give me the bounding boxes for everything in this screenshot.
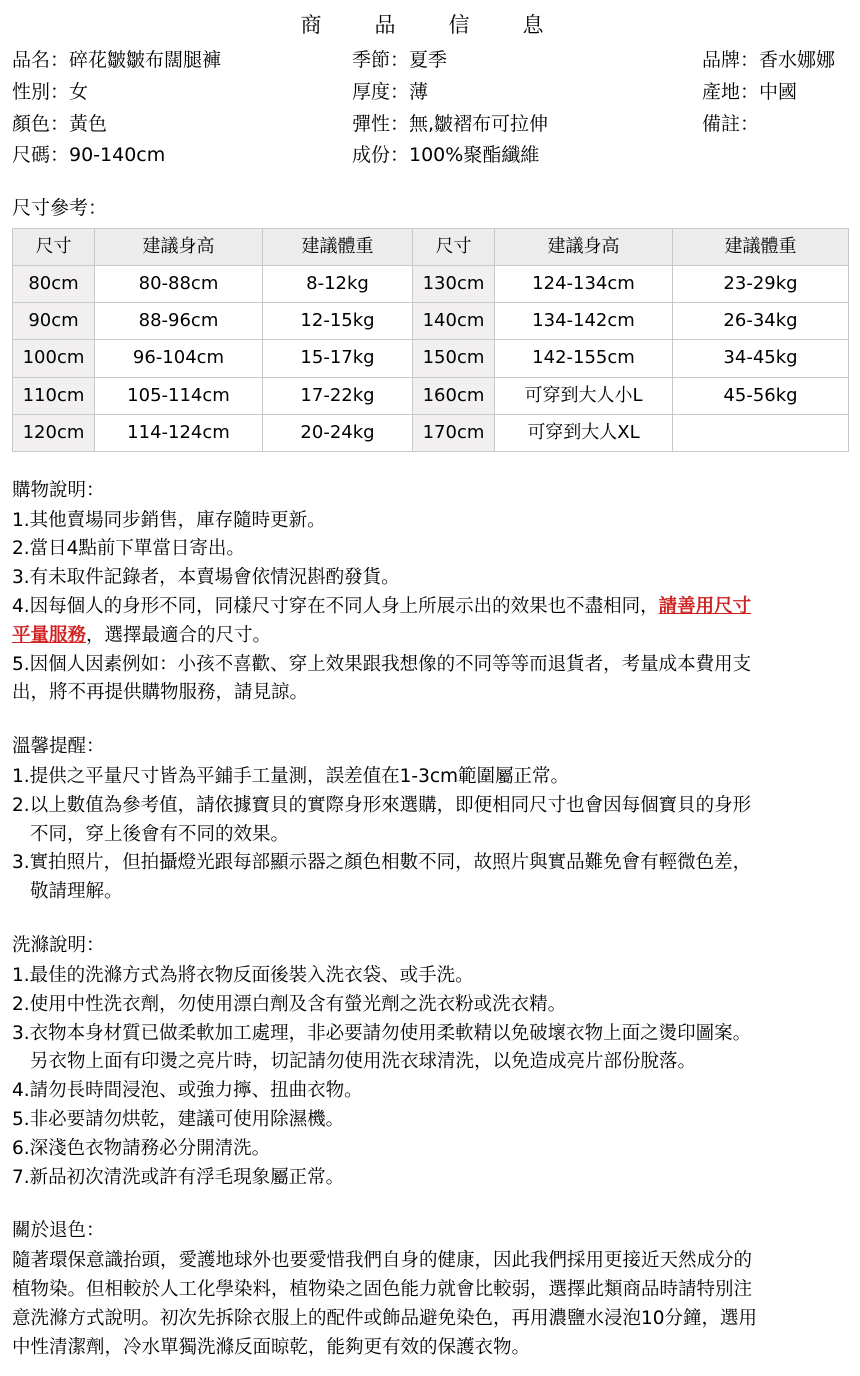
table-row (13, 377, 849, 414)
column-header-weight-left: 建議體重 (263, 229, 413, 266)
cell-size-left: 90cm (13, 303, 95, 340)
attribute-thickness: 厚度：薄 (352, 80, 429, 103)
shopping-note-1: 1.其他賣場同步銷售，庫存隨時更新。 (12, 509, 326, 531)
warm-reminder-section (12, 734, 848, 907)
table-row (13, 303, 849, 340)
fading-note-line1: 隨著環保意識抬頭，愛護地球外也要愛惜我們自身的健康，因此我們採用更接近天然成分的 (12, 1250, 753, 1272)
washing-note-7: 7.新品初次清洗或許有浮毛現象屬正常。 (12, 1166, 345, 1188)
cell-size-right: 170cm (413, 414, 495, 451)
warm-reminder-1: 1.提供之平量尺寸皆為平鋪手工量測，誤差值在1-3cm範圍屬正常。 (12, 766, 570, 788)
cell-weight-left: 12-15kg (263, 303, 413, 340)
warm-reminder-2-line2: 不同，穿上後會有不同的效果。 (30, 823, 290, 845)
cell-height-right: 134-142cm (495, 303, 673, 340)
cell-weight-right: 26-34kg (673, 303, 849, 340)
shopping-notes-title: 購物說明： (12, 479, 105, 501)
cell-weight-right: 45-56kg (673, 377, 849, 414)
washing-notes-title: 洗滌說明： (12, 935, 105, 957)
cell-height-right: 可穿到大人XL (495, 414, 673, 451)
shopping-note-3: 3.有未取件記錄者，本賣場會依情況斟酌發貨。 (12, 567, 400, 589)
warm-reminder-3-line1: 3.實拍照片，但拍攝燈光跟每部顯示器之顏色相數不同，故照片與實品難免會有輕微色差， (12, 852, 752, 874)
table-header-row (13, 229, 849, 266)
washing-note-3-line2: 另衣物上面有印燙之亮片時，切記請勿使用洗衣球清洗，以免造成亮片部份脫落。 (30, 1051, 697, 1073)
washing-notes-section (12, 933, 848, 1192)
shopping-note-2: 2.當日4點前下單當日寄出。 (12, 538, 245, 560)
product-attributes (12, 46, 848, 172)
fading-notes-section (12, 1218, 848, 1362)
column-header-height-right: 建議身高 (495, 229, 673, 266)
cell-weight-left: 15-17kg (263, 340, 413, 377)
shopping-note-4-text: 4.因每個人的身形不同，同樣尺寸穿在不同人身上所展示出的效果也不盡相同， (12, 595, 659, 617)
size-reference-label: 尺寸參考： (12, 196, 108, 219)
column-header-weight-right: 建議體重 (673, 229, 849, 266)
attribute-origin: 產地：中國 (702, 80, 798, 103)
attribute-gender: 性別：女 (12, 80, 89, 103)
cell-height-right: 可穿到大人小L (495, 377, 673, 414)
cell-weight-right (673, 414, 849, 451)
page-title: 商 品 信 息 (300, 13, 560, 37)
shopping-note-4-highlight-b: 平量服務 (12, 624, 87, 646)
shopping-note-5-line2: 出，將不再提供購物服務，請見諒。 (12, 682, 309, 704)
shopping-note-4-highlight-a: 請善用尺寸 (658, 595, 752, 617)
cell-weight-left: 8-12kg (263, 266, 413, 303)
washing-note-6: 6.深淺色衣物請務必分開清洗。 (12, 1137, 271, 1159)
table-row (13, 414, 849, 451)
attribute-color: 顏色：黃色 (12, 112, 108, 135)
fading-note-line4: 中性清潔劑，冷水單獨洗滌反面晾乾，能夠更有效的保護衣物。 (12, 1336, 531, 1358)
cell-weight-left: 17-22kg (263, 377, 413, 414)
column-header-height-left: 建議身高 (95, 229, 263, 266)
attribute-size-range: 尺碼：90-140cm (12, 144, 166, 167)
cell-weight-left: 20-24kg (263, 414, 413, 451)
cell-size-left: 100cm (13, 340, 95, 377)
washing-note-1: 1.最佳的洗滌方式為將衣物反面後裝入洗衣袋、或手洗。 (12, 964, 474, 986)
shopping-note-4 (12, 593, 848, 622)
washing-note-3-line1: 3.衣物本身材質已做柔軟加工處理，非必要請勿使用柔軟精以免破壞衣物上面之燙印圖案。 (12, 1022, 752, 1044)
column-header-size-left: 尺寸 (13, 229, 95, 266)
size-reference-table (12, 228, 849, 452)
cell-size-left: 110cm (13, 377, 95, 414)
attribute-blank (702, 141, 848, 171)
fading-notes-title: 關於退色： (12, 1220, 105, 1242)
cell-weight-right: 34-45kg (673, 340, 849, 377)
table-row (13, 266, 849, 303)
cell-size-right: 150cm (413, 340, 495, 377)
cell-height-right: 124-134cm (495, 266, 673, 303)
cell-height-left: 80-88cm (95, 266, 263, 303)
attribute-name: 品名：碎花皺皺布闊腿褲 (12, 49, 222, 72)
table-row (13, 340, 849, 377)
warm-reminder-2-line1: 2.以上數值為參考值，請依據寶貝的實際身形來選購，即便相同尺寸也會因每個寶貝的身形 (12, 794, 752, 816)
cell-height-left: 96-104cm (95, 340, 263, 377)
washing-note-2: 2.使用中性洗衣劑，勿使用漂白劑及含有螢光劑之洗衣粉或洗衣精。 (12, 993, 567, 1015)
cell-height-left: 105-114cm (95, 377, 263, 414)
shopping-note-4-tail: ，選擇最適合的尺寸。 (86, 624, 272, 646)
cell-size-right: 160cm (413, 377, 495, 414)
cell-height-left: 88-96cm (95, 303, 263, 340)
attribute-remark: 備註： (702, 112, 760, 135)
cell-size-left: 120cm (13, 414, 95, 451)
shopping-note-4-cont (12, 622, 848, 651)
shopping-note-5-line1: 5.因個人因素例如：小孩不喜歡、穿上效果跟我想像的不同等等而退貨者，考量成本費用支 (12, 653, 752, 675)
cell-size-right: 130cm (413, 266, 495, 303)
column-header-size-right: 尺寸 (413, 229, 495, 266)
warm-reminder-title: 溫馨提醒： (12, 736, 105, 758)
shopping-notes-section (12, 478, 848, 709)
washing-note-5: 5.非必要請勿烘乾，建議可使用除濕機。 (12, 1108, 345, 1130)
attribute-brand: 品牌：香水娜娜 (702, 49, 836, 72)
warm-reminder-3-line2: 敬請理解。 (30, 881, 123, 903)
cell-size-right: 140cm (413, 303, 495, 340)
cell-size-left: 80cm (13, 266, 95, 303)
fading-note-line3: 意洗滌方式說明。初次先拆除衣服上的配件或飾品避免染色，再用濃鹽水浸泡10分鐘，選用 (12, 1307, 758, 1329)
attribute-season: 季節：夏季 (352, 49, 448, 72)
washing-note-4: 4.請勿長時間浸泡、或強力擰、扭曲衣物。 (12, 1080, 363, 1102)
cell-height-left: 114-124cm (95, 414, 263, 451)
cell-weight-right: 23-29kg (673, 266, 849, 303)
attribute-material: 成份：100%聚酯纖維 (352, 144, 540, 167)
fading-note-line2: 植物染。但相較於人工化學染料，植物染之固色能力就會比較弱，選擇此類商品時請特別注 (12, 1279, 753, 1301)
cell-height-right: 142-155cm (495, 340, 673, 377)
attribute-elasticity: 彈性：無,皺褶布可拉伸 (352, 112, 549, 135)
